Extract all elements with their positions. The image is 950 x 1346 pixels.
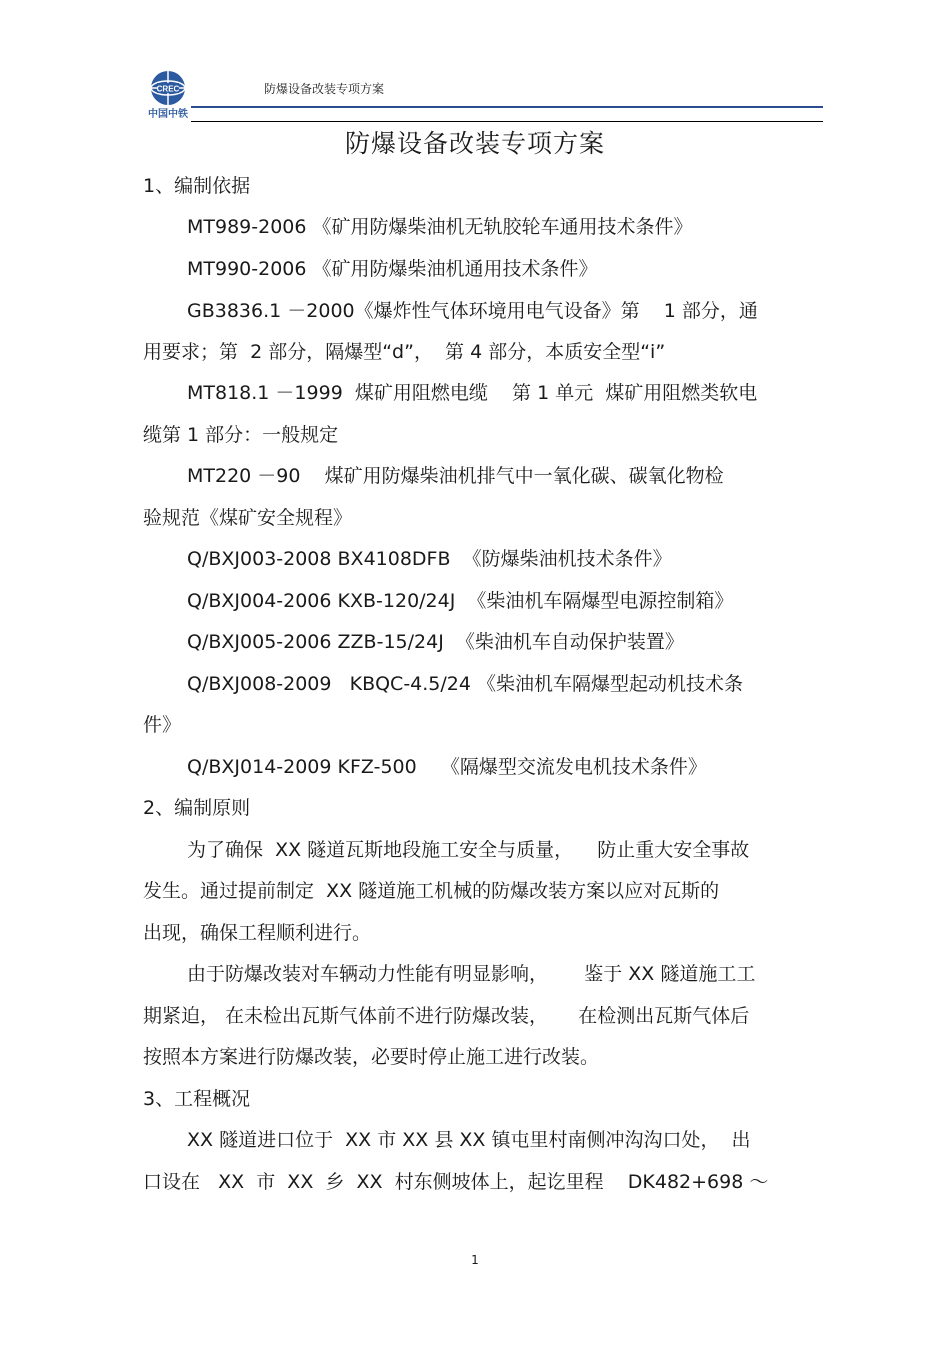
crec-logo-icon	[143, 68, 193, 120]
page-number: 1	[471, 1253, 479, 1267]
body-line: MT989-2006 《矿用防爆柴油机无轨胶轮车通用技术条件》	[187, 216, 693, 238]
body-line: XX 隧道进口位于 XX 市 XX 县 XX 镇屯里村南侧冲沟沟口处， 出	[187, 1129, 751, 1151]
section-heading: 1、编制依据	[143, 175, 251, 197]
body-line: GB3836.1 －2000《爆炸性气体环境用电气设备》第 1 部分，通	[187, 300, 758, 322]
body-line: Q/BXJ004-2006 KXB-120/24J 《柴油机车隔爆型电源控制箱》	[187, 590, 734, 612]
body-line: Q/BXJ005-2006 ZZB-15/24J 《柴油机车自动保护装置》	[187, 631, 684, 653]
body-line: Q/BXJ014-2009 KFZ-500 《隔爆型交流发电机技术条件》	[187, 756, 707, 778]
body-line: Q/BXJ008-2009 KBQC-4.5/24 《柴油机车隔爆型起动机技术条	[187, 673, 744, 695]
body-line: MT990-2006 《矿用防爆柴油机通用技术条件》	[187, 258, 598, 280]
body-line: MT818.1 －1999 煤矿用阻燃电缆 第 1 单元 煤矿用阻燃类软电	[187, 382, 758, 404]
body-line: Q/BXJ003-2008 BX4108DFB 《防爆柴油机技术条件》	[187, 548, 672, 570]
header-divider-blue	[191, 106, 823, 108]
body-line: 件》	[143, 714, 182, 736]
body-line: MT220 －90 煤矿用防爆柴油机排气中一氧化碳、碳氧化物检	[187, 465, 724, 487]
body-line: 发生。通过提前制定 XX 隧道施工机械的防爆改装方案以应对瓦斯的	[143, 880, 720, 902]
body-line: 由于防爆改装对车辆动力性能有明显影响， 鉴于 XX 隧道施工工	[187, 963, 756, 985]
header-divider-black	[191, 121, 823, 122]
body-line: 缆第 1 部分：一般规定	[143, 424, 339, 446]
section-heading: 3、工程概况	[143, 1088, 251, 1110]
svg-text:CREC: CREC	[156, 84, 180, 94]
page-header	[143, 68, 823, 124]
svg-text:中国中铁: 中国中铁	[148, 109, 188, 120]
header-title: 防爆设备改装专项方案	[264, 82, 385, 96]
body-line: 验规范《煤矿安全规程》	[143, 507, 353, 529]
body-line: 出现，确保工程顺利进行。	[143, 922, 372, 944]
body-line: 用要求；第 2 部分，隔爆型“d”， 第 4 部分，本质安全型“i”	[143, 341, 666, 363]
body-line: 为了确保 XX 隧道瓦斯地段施工安全与质量， 防止重大安全事故	[187, 839, 750, 861]
body-line: 按照本方案进行防爆改装，必要时停止施工进行改装。	[143, 1046, 600, 1068]
body-line: 期紧迫， 在未检出瓦斯气体前不进行防爆改装， 在检测出瓦斯气体后	[143, 1005, 750, 1027]
body-line: 口设在 XX 市 XX 乡 XX 村东侧坡体上，起讫里程 DK482+698 ～	[143, 1171, 769, 1193]
section-heading: 2、编制原则	[143, 797, 251, 819]
document-title: 防爆设备改装专项方案	[344, 129, 605, 158]
